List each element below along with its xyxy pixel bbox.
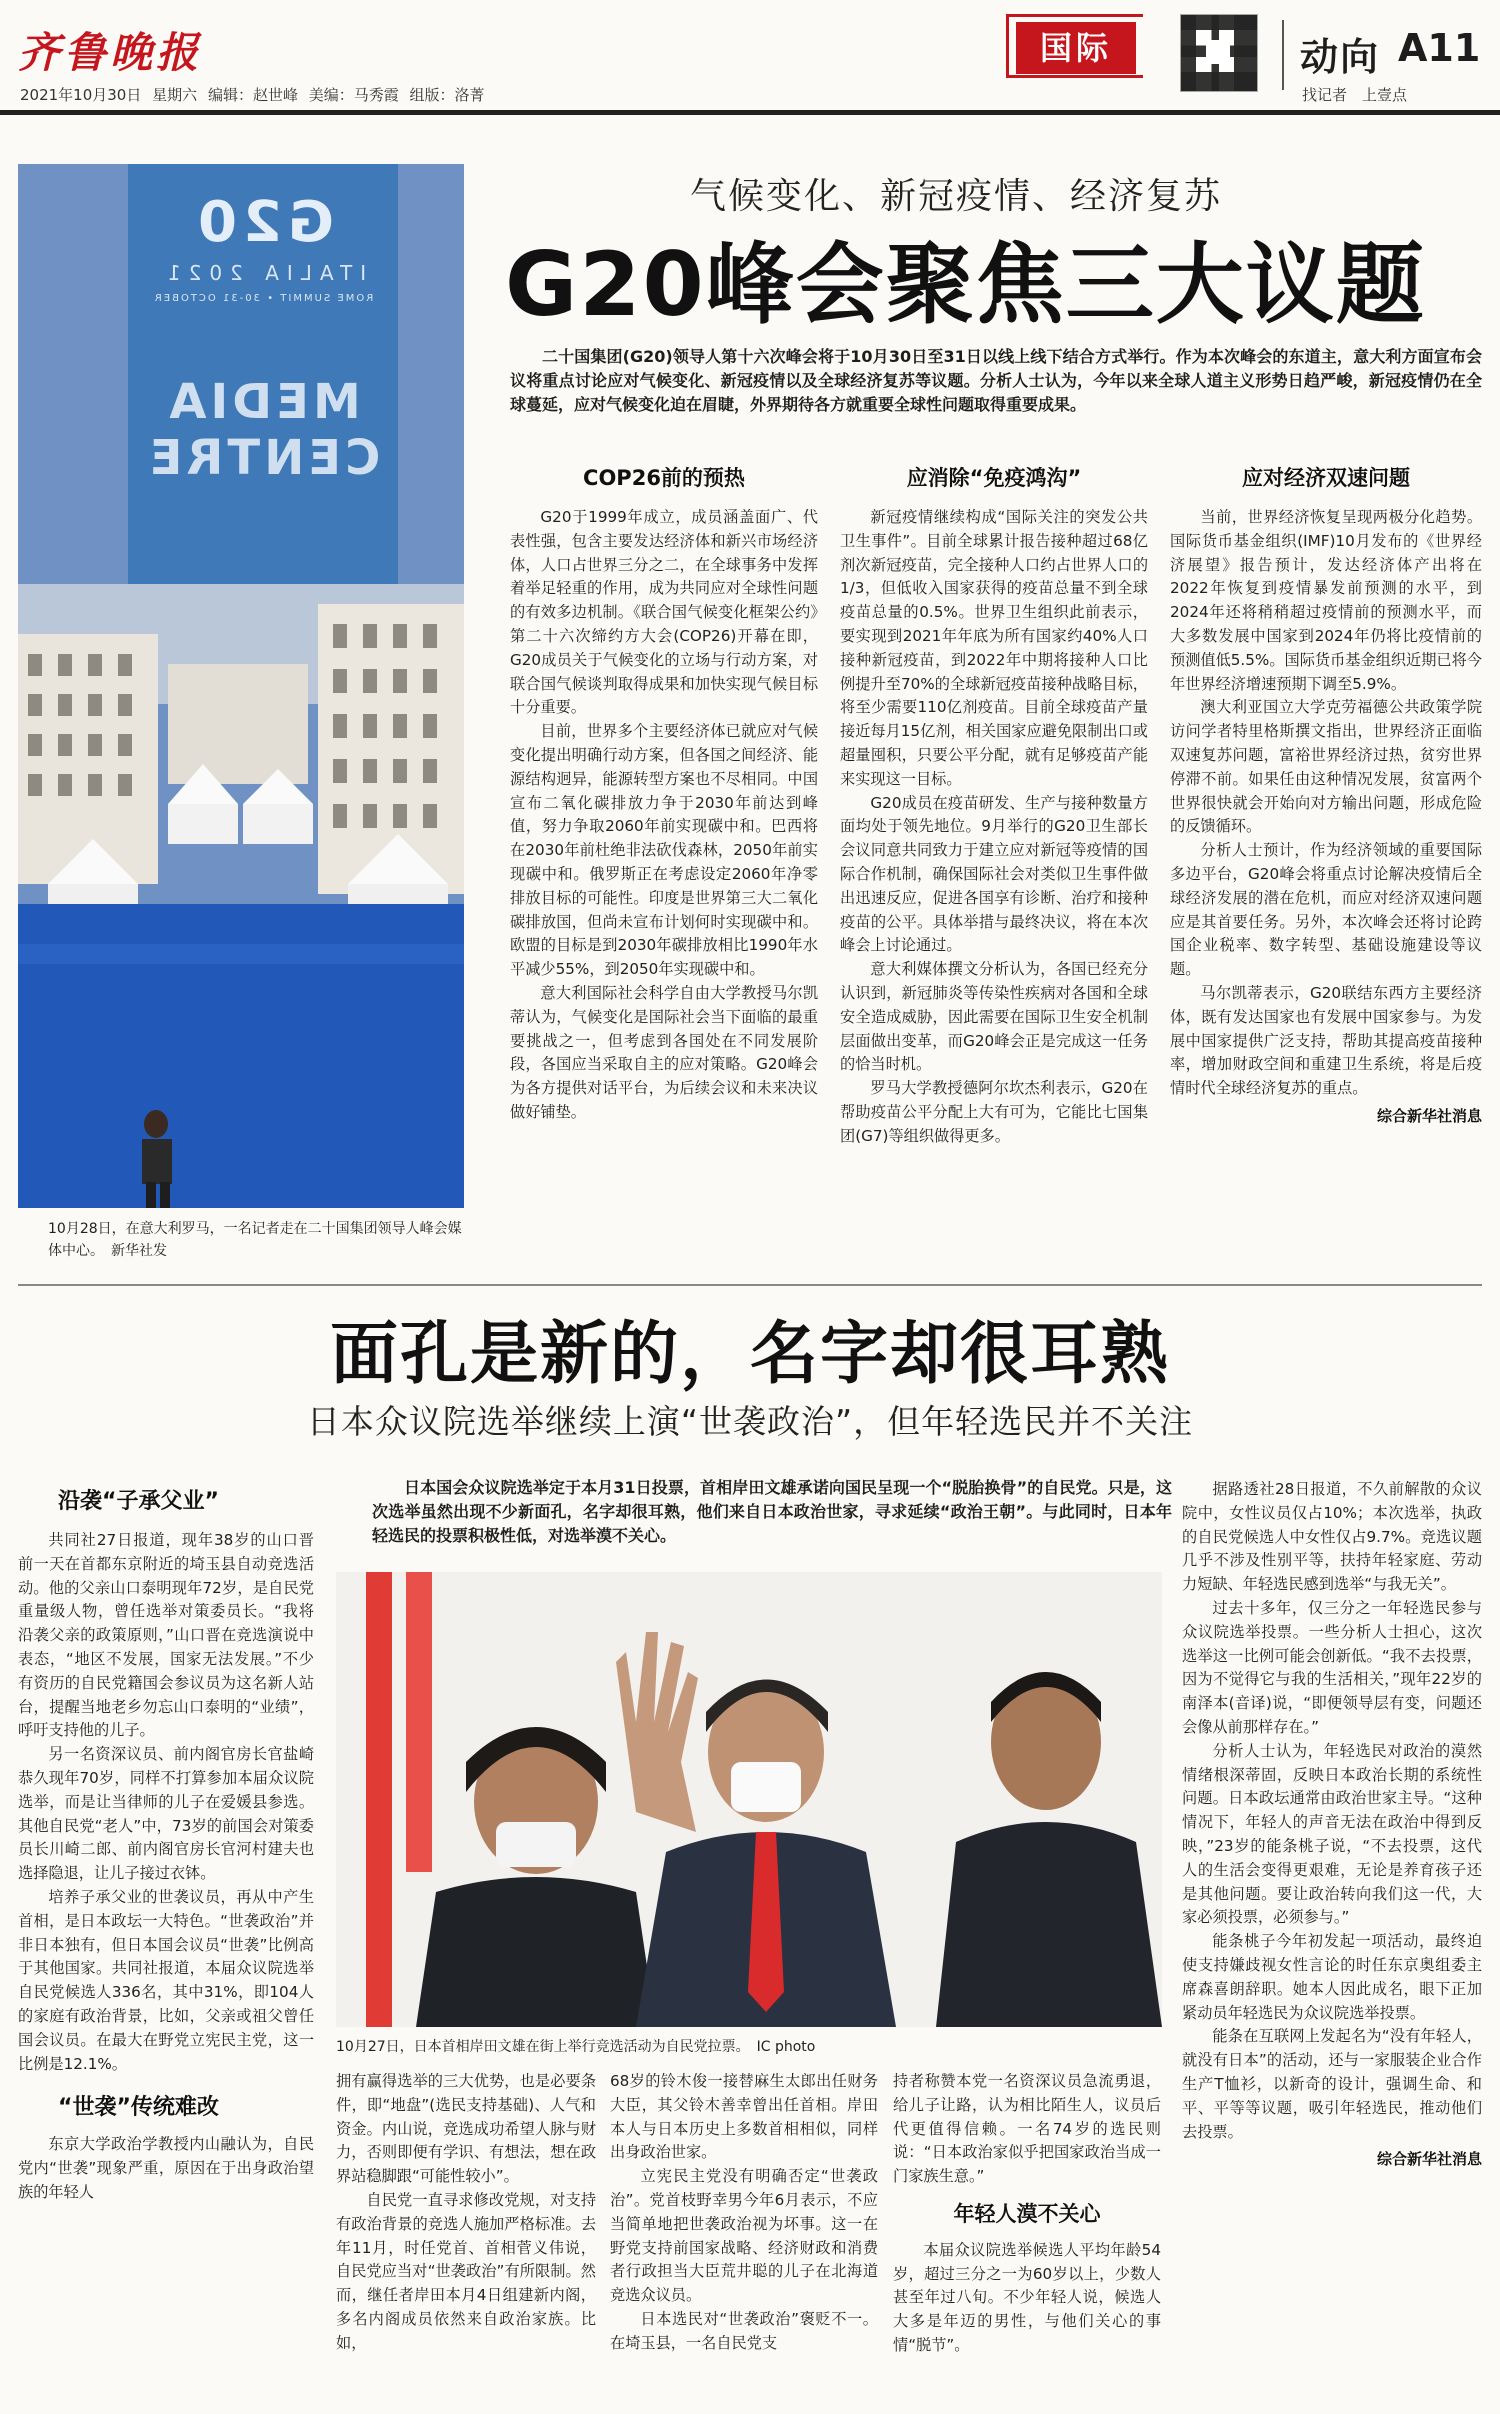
paragraph: 另一名资深议员、前内阁官房长官盐崎恭久现年70岁，同样不打算参加本届众议院选举，而是让当律师的儿子在爱媛县参选。其他自民党“老人”中，73岁的前国会对策委员长川崎二郎、前内阁官房长官河村建夫也选择隐退，让儿子接过衣钵。 <box>18 1745 314 1883</box>
story2-credit: 综合新华社消息 <box>1376 2150 1482 2169</box>
paragraph: 立宪民主党没有明确否定“世袭政治”。党首枝野幸男今年6月表示，不应当简单地把世袭政治视为坏事。这一在野党支持前国家战略、经济财政和消费者行政担当大臣荒井聪的儿子在北海道竞选众议员。 <box>610 2167 878 2305</box>
qr-center-icon <box>1206 40 1230 64</box>
newspaper-logo: 齐鲁晚报 <box>18 28 203 77</box>
story-divider <box>18 1284 1482 1286</box>
issue-info <box>20 84 485 105</box>
story1-column-3 <box>1170 462 1482 1126</box>
page-number: A11 <box>1398 26 1481 70</box>
story1-lead: 二十国集团(G20)领导人第十六次峰会将于10月30日至31日以线上线下结合方式举行。作为本次峰会的东道主，意大利方面宣布会议将重点讨论应对气候变化、新冠疫情以及全球经济复苏等议题。分析人士认为，今年以来全球人道主义形势日趋严峻，新冠疫情仍在全球蔓延，应对气候变化迫在眉睫，外界期待各方就重要全球性问题取得重要成果。 <box>510 347 1482 414</box>
banner-text <box>128 170 398 486</box>
story2-bottom-column-2 <box>610 2070 878 2356</box>
issue-date: 2021年10月30日 <box>20 86 142 104</box>
paragraph: 能条桃子今年初发起一项活动，最终迫使支持嫌歧视女性言论的时任东京奥组委主席森喜朗辞职。她本人因此成名，眼下正加紧动员年轻选民为众议院选举投票。 <box>1182 1932 1482 2022</box>
paragraph: 共同社27日报道，现年38岁的山口晋前一天在首都东京附近的埼玉县自动竞选活动。他的父亲山口泰明现年72岁，是自民党重量级人物，曾任选举对策委员长。“我将沿袭父亲的政策原则，”山口晋在竞选演说中表态，“地区不发展，国家无法发展。”不少有资历的自民党籍国会参议员为这名新人站台，提醒当地老乡勿忘山口泰明的“业绩”，呼吁支持他的儿子。 <box>18 1531 314 1740</box>
paragraph: 马尔凯蒂表示，G20联结东西方主要经济体，既有发达国家也有发展中国家参与。为发展中国家提供广泛支持，帮助其提高疫苗接种率，增加财政空间和重建卫生系统，将是后疫情时代全球经济复苏的重点。 <box>1170 983 1482 1098</box>
bottom-col3-subhead: 年轻人漠不关心 <box>953 2201 1101 2226</box>
banner-logo: G20 <box>192 190 334 255</box>
left-subhead-1: 沿袭“子承父业” <box>58 1489 219 1514</box>
paragraph: 意大利媒体撰文分析认为，各国已经充分认识到，新冠肺炎等传染性疾病对各国和全球安全造成威胁，因此需要在国际卫生安全机制层面做出变革，而G20峰会正是完成这一任务的恰当时机。 <box>840 960 1148 1074</box>
paragraph: 澳大利亚国立大学克劳福德公共政策学院访问学者特里格斯撰文指出，世界经济正面临双速复苏问题，富裕世界经济过热，贫穷世界停滞不前。如果任由这种情况发展，贫富两个世界很快就会开始向对方输出问题，形成危险的反馈循环。 <box>1170 698 1482 836</box>
story2-left-column <box>18 1484 314 2205</box>
photo-caption: 10月28日，在意大利罗马，一名记者走在二十国集团领导人峰会媒体中心。 新华社发 <box>48 1221 462 1259</box>
paragraph: 东京大学政治学教授内山融认为，自民党内“世袭”现象严重，原因在于出身政治望族的年轻人 <box>18 2135 314 2201</box>
story2-lead: 日本国会众议院选举定于本月31日投票，首相岸田文雄承诺向国民呈现一个“脱胎换骨”的自民党。只是，这次选举虽然出现不少新面孔，名字却很耳熟，他们来自日本政治世家，寻求延续“政治王朝”。与此同时，日本年轻选民的投票积极性低，对选举漠不关心。 <box>372 1478 1172 1545</box>
story1-credit: 综合新华社消息 <box>1376 1106 1482 1125</box>
kishida-campaign-photo <box>336 1572 1162 2027</box>
story1-column-2 <box>840 462 1148 1149</box>
photo2-caption: 10月27日，日本首相岸田文雄在街上举行竞选活动为自民党拉票。 IC photo <box>336 2039 816 2055</box>
editor-credit: 编辑：赵世峰 <box>207 86 298 104</box>
story1-column-1 <box>510 462 818 1125</box>
story2-right-column <box>1182 1478 1482 2169</box>
banner-line2: CENTRE <box>145 430 381 486</box>
story2-bottom-column-1 <box>336 2070 596 2356</box>
banner-line1: MEDIA <box>165 374 361 430</box>
paragraph: 过去十多年，仅三分之一年轻选民参与众议院选举投票。一些分析人士担心，这次选举这一比例可能会创新低。“我不去投票，因为不觉得它与我的生活相关，”现年22岁的南泽本(音译)说，“即便领导层有变，问题还会像从前那样存在。” <box>1182 1598 1482 1736</box>
banner-sub: ITALIA 2021 <box>159 261 367 285</box>
paragraph: 能条在互联网上发起名为“没有年轻人，就没有日本”的活动，还与一家服装企业合作生产T恤衫，以新奇的设计，强调生命、和平、平等等议题，吸引年轻选民，推动他们去投票。 <box>1182 2027 1482 2141</box>
paragraph: 培养子承父业的世袭议员，再从中产生首相，是日本政坛一大特色。“世袭政治”并非日本独有，但日本国会议员“世袭”比例高于其他国家。共同社报道，本届众议院选举自民党候选人336名，其中31%，即104人的家庭有政治背景，比如，父亲或祖父曾任国会议员。在最大在野党立宪民主党，这一比例是12.1%。 <box>18 1887 314 2073</box>
left-column-body <box>18 1529 314 2076</box>
story2-headline[interactable]: 面孔是新的，名字却很耳熟 <box>329 1315 1170 1394</box>
paragraph: 罗马大学教授德阿尔坎杰利表示，G20在帮助疫苗公平分配上大有可为，它能比七国集团(G7)等组织做得更多。 <box>840 1079 1148 1145</box>
right-column-body <box>1182 1478 1482 2144</box>
story2-subtitle: 日本众议院选举继续上演“世袭政治”，但年轻选民并不关注 <box>306 1402 1194 1441</box>
proof-credit: 组版：洛菁 <box>409 86 485 104</box>
story2-bottom-column-3 <box>893 2070 1161 2358</box>
section-tag: 国际 <box>1016 22 1136 74</box>
paragraph: 持者称赞本党一名资深议员急流勇退，给儿子让路，认为相比陌生人，议员后代更值得信赖。一名74岁的选民则说：“日本政治家似乎把国家政治当成一门家族生意。” <box>893 2072 1161 2186</box>
column-1-subhead: COP26前的预热 <box>583 466 745 490</box>
column-1-body <box>510 506 818 1125</box>
paragraph: 当前，世界经济恢复呈现两极分化趋势。国际货币基金组织(IMF)10月发布的《世界经济展望》报告预计，发达经济体产出将在2022年恢复到疫情暴发前预测的水平，到2024年还将稍稍超过疫情前的预测水平，而大多数发展中国家到2024年仍将比疫情前的预测值低5.5%。国际货币基金组织近期已将今年世界经济增速预期下调至5.9%。 <box>1170 508 1482 693</box>
page-section-name: 动向 <box>1300 35 1381 79</box>
banner-small: ROME SUMMIT • 30-31 OCTOBER <box>152 293 374 304</box>
column-2-subhead: 应消除“免疫鸿沟” <box>906 466 1082 490</box>
paragraph: 据路透社28日报道，不久前解散的众议院中，女性议员仅占10%；本次选举，执政的自民党候选人中女性仅占9.7%。竞选议题几乎不涉及性别平等，扶持年轻家庭、劳动力短缺、年轻选民感到选举“与我无关”。 <box>1182 1480 1482 1594</box>
issue-weekday: 星期六 <box>152 86 198 104</box>
paragraph: 分析人士认为，年轻选民对政治的漠然情绪根深蒂固，反映日本政治长期的系统性问题。日本政坛通常由政治世家主导。“这种情况下，年轻人的声音无法在政治中得到反映，”23岁的能条桃子说，“不去投票，这代人的生活会变得更艰难，无论是养育孩子还是其他问题。要让政治转向我们这一代，大家必须投票，必须参与。” <box>1182 1741 1482 1927</box>
column-3-body <box>1170 506 1482 1101</box>
paragraph: 新冠疫情继续构成“国际关注的突发公共卫生事件”。目前全球累计报告接种超过68亿剂次新冠疫苗，完全接种人口约占世界人口的1/3，但低收入国家获得的疫苗总量不到全球疫苗总量的0.5%。世界卫生组织此前表示，要实现到2021年年底为所有国家约40%人口接种新冠疫苗，到2022年中期将接种人口比例提升至70%的全球新冠疫苗接种战略目标，将至少需要110亿剂疫苗。目前全球疫苗产量接近每月15亿剂，相关国家应避免限制出口或超量囤积，只要公平分配，就有足够疫苗产能来实现这一目标。 <box>840 508 1148 788</box>
paragraph: 分析人士预计，作为经济领域的重要国际多边平台，G20峰会将重点讨论解决疫情后全球经济发展的潜在危机，而应对经济双速问题应是其首要任务。另外，本次峰会还将讨论跨国企业税率、数字转型、基础设施建设等议题。 <box>1170 841 1482 979</box>
paragraph: 68岁的铃木俊一接替麻生太郎出任财务大臣，其父铃木善幸曾出任首相。岸田本人与日本历史上多数首相相似，同样出身政治世家。 <box>610 2072 878 2162</box>
reporter-line: 找记者 上壹点 <box>1302 86 1408 104</box>
left-column-body-2 <box>18 2133 314 2204</box>
paragraph: 意大利国际社会科学自由大学教授马尔凯蒂认为，气候变化是国际社会当下面临的最重要挑战之一，但考虑到各国处在不同发展阶段，各国应当采取自主的应对策略。G20峰会为各方提供对话平台，为后续会议和未来决议做好铺垫。 <box>510 983 818 1121</box>
column-3-subhead: 应对经济双速问题 <box>1242 466 1410 490</box>
paragraph: 拥有赢得选举的三大优势，也是必要条件，即“地盘”(选民支持基础)、人气和资金。内山说，竞选成功希望人脉与财力，否则即便有学识、有想法，想在政界站稳脚跟“可能性较小”。 <box>336 2072 596 2186</box>
paragraph: G20成员在疫苗研发、生产与接种数量方面均处于领先地位。9月举行的G20卫生部长会议同意共同致力于建立应对新冠等疫情的国际合作机制，确保国际社会对类似卫生事件做出迅速反应，促进各国享有诊断、治疗和接种疫苗的公平。具体举措与最终决议，将在本次峰会上讨论通过。 <box>840 793 1148 955</box>
column-2-body <box>840 506 1148 1149</box>
paragraph: 本届众议院选举候选人平均年龄54岁，超过三分之一为60岁以上，少数人甚至年过八旬。不少年轻人说，候选人大多是年迈的男性，与他们关心的事情“脱节”。 <box>893 2240 1161 2354</box>
paragraph: 目前，世界多个主要经济体已就应对气候变化提出明确行动方案，但各国之间经济、能源结构迥异，能源转型方案也不尽相同。中国宣布二氧化碳排放力争于2030年前达到峰值，努力争取2060年前实现碳中和。巴西将在2030年前杜绝非法砍伐森林，2050年前实现碳中和。俄罗斯正在考虑设定2060年净零排放目标的可能性。印度是世界第三大二氧化碳排放国，但尚未宣布计划何时实现碳中和。欧盟的目标是到2030年碳排放相比1990年水平减少55%，到2050年实现碳中和。 <box>510 722 818 979</box>
paragraph: 自民党一直寻求修改党规，对支持有政治背景的竞选人施加严格标准。去年11月，时任党首、首相菅义伟说，自民党应当对“世袭政治”有所限制。然而，继任者岸田本月4日组建新内阁，多名内阁成员依然来自政治家族。比如， <box>336 2190 596 2352</box>
paragraph: G20于1999年成立，成员涵盖面广、代表性强，包含主要发达经济体和新兴市场经济体，人口占世界三分之二，在全球事务中发挥着举足轻重的作用，成为共同应对全球性问题的有效多边机制。《联合国气候变化框架公约》第二十六次缔约方大会(COP26)开幕在即，G20成员关于气候变化的立场与行动方案，对联合国气候谈判取得成果和加快实现气候目标十分重要。 <box>510 508 818 717</box>
paragraph: 日本选民对“世袭政治”褒贬不一。在埼玉县，一名自民党支 <box>610 2309 878 2352</box>
masthead-rule <box>0 110 1500 115</box>
masthead-divider <box>1282 20 1284 90</box>
story1-headline[interactable]: G20峰会聚焦三大议题 <box>505 233 1426 336</box>
designer-credit: 美编：马秀霞 <box>308 86 399 104</box>
left-subhead-2: “世袭”传统难改 <box>58 2095 219 2121</box>
story1-kicker: 气候变化、新冠疫情、经济复苏 <box>690 176 1223 217</box>
